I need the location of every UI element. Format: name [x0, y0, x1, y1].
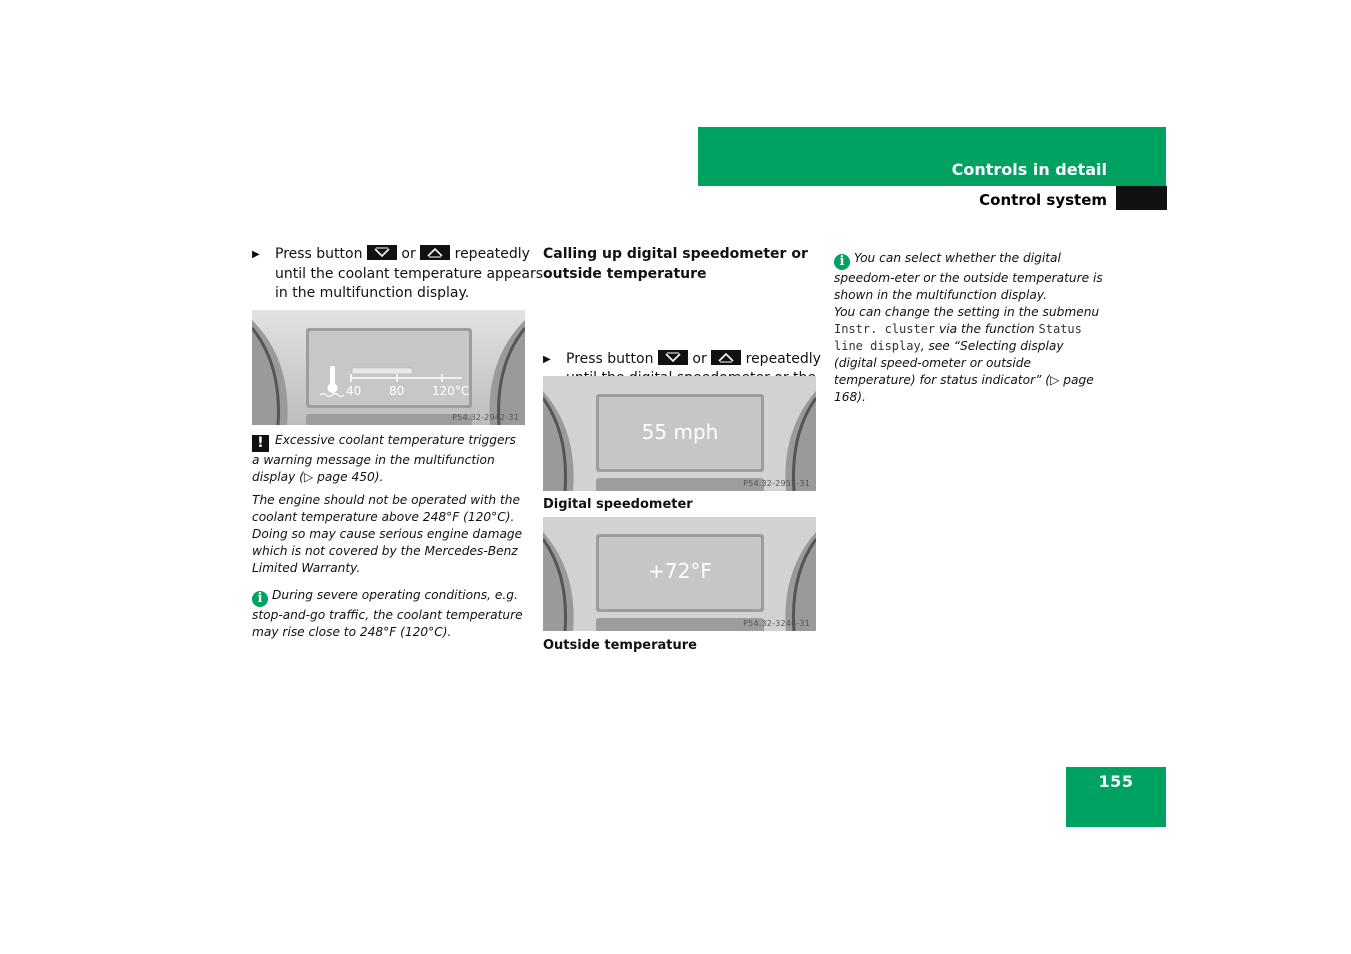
- section-heading: Calling up digital speedometer or outside temperature: [543, 246, 808, 282]
- up-button-icon: [420, 245, 450, 260]
- info-text: During severe operating conditions, e.g. stop-and-go traffic, the coolant temperature may rise close to 248°F (120°C).: [252, 588, 523, 639]
- info-text: You can change the setting in the submenu: [834, 305, 1100, 319]
- warning-text: Excessive coolant temperature triggers a warning message in the multifunction display (▷ page 450).: [252, 433, 516, 484]
- step-text: repeatedly: [745, 350, 821, 367]
- bullet-arrow-icon: ▶: [252, 249, 260, 260]
- section-subtitle: Control system: [979, 191, 1107, 209]
- outside-temp-display-photo: [543, 517, 816, 631]
- info-text: via the function: [939, 322, 1035, 336]
- down-button-icon: [367, 245, 397, 260]
- info-text: You can select whether the digital speedom-eter or the outside temperature is shown in the multifunction display.: [834, 251, 1103, 302]
- info-icon: i: [834, 254, 850, 270]
- page-number: 155: [1098, 772, 1134, 791]
- warning-note: [252, 432, 527, 577]
- info-text: , see “Selecting display (digital speed-ometer or outside temperature) for status indicator” (▷ page 168).: [834, 339, 1094, 404]
- speedometer-readout: 55 mph: [641, 420, 719, 444]
- figure-caption: Digital speedometer: [543, 497, 693, 512]
- scale-label-40: 40: [346, 384, 362, 398]
- figure-code: P54.32-2942-31: [452, 413, 519, 422]
- scale-label-80: 80: [389, 384, 405, 398]
- warning-text-2: The engine should not be operated with the coolant temperature above 248°F (120°C). Doing so may cause serious engine damage which is not covered by the Mercedes-Benz Limited Warranty.: [252, 493, 523, 575]
- down-button-icon: [658, 350, 688, 365]
- info-note-coolant: [252, 587, 527, 641]
- step-text: Press button: [566, 350, 654, 367]
- section-title: Controls in detail: [951, 160, 1107, 179]
- header-marker: [1116, 186, 1167, 210]
- outside-temp-readout: +72°F: [648, 559, 712, 583]
- exclamation-icon: !: [252, 435, 269, 452]
- step-text: repeatedly: [454, 246, 530, 262]
- figure-code: P54.32-2952-31: [743, 479, 810, 488]
- info-note-display-setting: [834, 250, 1110, 406]
- step-or: or: [692, 350, 707, 367]
- step-or: or: [401, 246, 416, 262]
- instruction-step-coolant: [252, 245, 553, 304]
- bullet-arrow-icon: ▶: [543, 353, 551, 365]
- step-text: until the coolant temperature appears in the multifunction display.: [275, 265, 544, 301]
- function-name: Status line display: [834, 322, 1082, 353]
- speedometer-display-photo: [543, 376, 816, 491]
- info-icon: i: [252, 591, 268, 607]
- scale-label-120: 120°C: [432, 384, 470, 398]
- up-button-icon: [711, 350, 741, 365]
- coolant-display-photo: [252, 310, 525, 425]
- figure-code: P54.32-3246-31: [743, 619, 810, 628]
- figure-caption: Outside temperature: [543, 638, 697, 653]
- step-text: Press button: [275, 246, 363, 262]
- menu-name: Instr. cluster: [834, 322, 936, 336]
